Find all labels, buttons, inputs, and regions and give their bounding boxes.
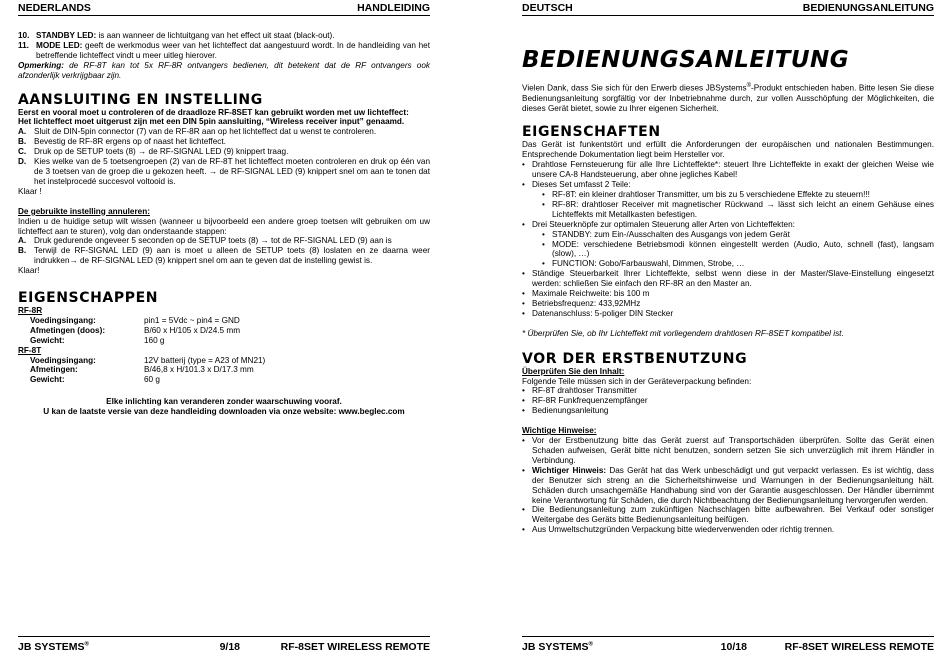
page-title: BEDIENUNGSANLEITUNG (522, 47, 850, 73)
notes-list (522, 436, 934, 535)
list-item: A. Druk gedurende ongeveer 5 seconden op de SETUP toets (8) → tot de RF-SIGNAL LED (9) aan is (18, 236, 392, 246)
list-item: 11. MODE LED: geeft de werkmodus weer van het lichteffect dat aangestuurd wordt. In de handleiding van het betreffende lichteffect vindt u meer uitleg hierover. (18, 40, 430, 60)
page-footer (522, 636, 934, 653)
list-item: • Maximale Reichweite: bis 100 m (522, 289, 934, 299)
list-item: • RF-8R: drahtloser Receiver mit magnetischer Rückwand → lässt sich leicht an einem Gehäuse eines Lichteffekts mit Metallkasten befestigen. (542, 200, 934, 220)
list-item: • RF-8R Funkfrequenzempfänger (522, 396, 934, 406)
list-item: • MODE: verschiedene Betriebsmodi können eingestellt werden (Audio, Auto, schnell (fast), langsam (slow), …) (542, 240, 934, 260)
list-item: • Ständige Steuerbarkeit Ihrer Lichteffekte, selbst wenn diese in der Master/Slave-Einstellung eingesetzt werden: schließen Sie einfach den RF-8R an den Master an. (522, 269, 934, 289)
page-body (18, 31, 430, 417)
install-intro: Het lichteffect moet uitgerust zijn met een DIN 5pin aansluiting, “Wireless receiver input” genaamd. (18, 117, 405, 127)
list-item: • RF-8T drahtloser Transmitter (522, 386, 934, 396)
section-heading-first-use: VOR DER ERSTBENUTZUNG (522, 350, 748, 367)
list-item: 10. STANDBY LED: is aan wanneer de lichtuitgang van het effect uit staat (black-out). (18, 31, 335, 40)
footer-product: RF-8SET WIRELESS REMOTE (784, 641, 934, 653)
section-heading-properties: EIGENSCHAPPEN (18, 290, 159, 307)
page-right (522, 0, 934, 654)
paragraph: Das Gerät ist funkentstört und erfüllt die Anforderungen der europäischen und nationalen Bestimmungen. Entsprechende Dokumentation liegt beim Hersteller vor. (522, 140, 934, 160)
subsection-title: De gebruikte instelling annuleren: (18, 206, 150, 216)
list-item: • Wichtiger Hinweis: Das Gerät hat das Werk unbeschädigt und gut verpackt verlassen. Es ist wichtig, dass der Benutzer sich streng an die Sicherheitshinweise und Warnungen in der Bedienungsanleitung hält. Schäden durch unsachgemäße Handhabung sind von der Garantie ausgeschlossen. Der Händler übernimmt keine Verantwortung für Schäden, die durch Nichtbeachtung der Bedienungsanleitung hervorgerufen werden. (522, 466, 934, 506)
install-intro: Eerst en vooral moet u controleren of de draadloze RF-8SET kan gebruikt worden met uw lichteffect: (18, 107, 409, 117)
spec-group-title: RF-8R (18, 306, 43, 316)
list-item: A. Sluit de DIN-5pin connector (7) van de RF-8R aan op het lichteffect dat u wenst te controleren. (18, 127, 377, 137)
footer-page-number: 9/18 (219, 641, 241, 653)
list-item: • Aus Umweltschutzgründen Verpackung bitte wiederverwenden oder richtig trennen. (522, 525, 934, 535)
list-item: • Dieses Set umfasst 2 Teile: • RF-8T: ein kleiner drahtloser Transmitter, um bis zu 5 verschiedene Effekte zu steuern!!! • RF-8R: drahtloser Receiver mit magnetischer Rückwand → lässt sich leicht an einem Gehäuse eines Lichteffekts mit Metallkasten befestigen. (522, 180, 934, 220)
list-item: • Datenanschluss: 5-poliger DIN Stecker (522, 309, 934, 319)
ready-text: Klaar ! (18, 186, 42, 196)
compatibility-note: * Überprüfen Sie, ob Ihr Lichteffekt mit vorliegendem drahtlosen RF-8SET kompatibel ist. (522, 328, 844, 338)
list-item: • Bedienungsanleitung (522, 406, 934, 416)
footer-product: RF-8SET WIRELESS REMOTE (280, 641, 430, 653)
spec-row: Gewicht: 160 g (30, 335, 165, 345)
footer-page-number: 10/18 (720, 641, 747, 653)
list-item: C. Druk op de SETUP toets (8) → de RF-SIGNAL LED (9) knippert traag. (18, 147, 289, 157)
page-footer (18, 636, 430, 653)
paragraph: Indien u de huidige setup wilt wissen (wanneer u bijvoorbeeld een andere groep toetsen wilt gebruiken om uw lichteffect aan te sturen), volg dan onderstaande stappen: (18, 216, 430, 236)
ready-text: Klaar! (18, 266, 40, 276)
header-title: HANDLEIDING (357, 2, 430, 14)
footer-brand: JB SYSTEMS® (522, 641, 593, 653)
header-language: DEUTSCH (522, 2, 573, 14)
list-item: D. Kies welke van de 5 toetsengroepen (2) van de RF-8T het lichteffect moeten controleren en druk op één van de 3 toetsen van de groep die u gekozen heeft. → de RF-SIGNAL LED (9) knippert snel om aan te tonen dat het instelprocedé succesvol voltooid is. (18, 157, 430, 186)
spec-row: Voedingsingang: 12V batterij (type = A23 of MN21) (30, 355, 266, 365)
paragraph: Folgende Teile müssen sich in der Geräteverpackung befinden: (522, 376, 752, 386)
section-heading-features: EIGENSCHAFTEN (522, 124, 661, 141)
spec-row: Afmetingen: B/46,8 x H/101.3 x D/17.3 mm (30, 365, 254, 375)
footer-brand: JB SYSTEMS® (18, 641, 89, 653)
spec-row: Afmetingen (doos): B/60 x H/105 x D/24.5 mm (30, 325, 241, 335)
list-item: • FUNCTION: Gobo/Farbauswahl, Dimmen, Strobe, … (542, 259, 934, 269)
spec-row: Voedingsingang: pin1 = 5Vdc ~ pin4 = GND (30, 315, 240, 325)
note: Opmerking: de RF-8T kan tot 5x RF-8R ontvangers bedienen, dit betekent dat de RF ontvangers ook afzonderlijk verkrijgbaar zijn. (18, 60, 430, 80)
page-header (522, 0, 934, 16)
list-item: • Betriebsfrequenz: 433,92MHz (522, 299, 934, 309)
list-item: • Drahtlose Fernsteuerung für alle Ihre Lichteffekte*: steuert Ihre Lichteffekte in exakt der gleichen Weise wie unsere CA-8 Handsteuerung, aber ohne jegliches Kabel! (522, 160, 934, 180)
header-title: BEDIENUNGSANLEITUNG (802, 2, 934, 14)
list-item: • STANDBY: zum Ein-/Ausschalten des Ausgangs von jedem Gerät (542, 230, 934, 240)
intro-paragraph: Vielen Dank, dass Sie sich für den Erwerb dieses JBSystems®-Produkt entschieden haben. Bitte lesen Sie diese Bedienungsanleitung sorgfältig vor der Inbetriebnahme durch, zur vollen Ausschöpfung der Möglichkeiten, die dieses Gerät bietet, sowie zu Ihrer eigenen Sicherheit. (522, 83, 934, 113)
list-item: • Die Bedienungsanleitung zum zukünftigen Nachschlagen bitte aufbewahren. Bei Verkauf oder sonstiger Weitergabe des Geräts bitte Bedienungsanleitung beifügen. (522, 505, 934, 525)
list-item: B. Terwijl de RF-SIGNAL LED (9) aan is moet u alleen de SETUP toets (8) loslaten en ze daarna weer indrukken→ de RF-SIGNAL LED (9) knippert snel om aan te geven dat de instelling gewist is. (18, 246, 430, 266)
spec-row: Gewicht: 60 g (30, 375, 160, 385)
list-item: • RF-8T: ein kleiner drahtloser Transmitter, um bis zu 5 verschiedene Effekte zu steuern!!! (542, 190, 934, 200)
contents-list (522, 386, 934, 416)
list-item: • Drei Steuerknöpfe zur optimalen Steuerung aller Arten von Lichteffekten: • STANDBY: zum Ein-/Ausschalten des Ausgangs von jedem Gerät • MODE: verschiedene Betriebsmodi können eingestellt werden (Audio, Auto, schnell (fast), langsam (slow), …) • FUNCTION: Gobo/Farbauswahl, Dimmen, Strobe, … (522, 220, 934, 270)
spec-group-title: RF-8T (18, 345, 42, 355)
page-body (522, 32, 934, 535)
section-heading-installation: AANSLUITING EN INSTELLING (18, 91, 263, 108)
list-item: • Vor der Erstbenutzung bitte das Gerät zuerst auf Transportschäden überprüfen. Sollte das Gerät einen Schaden aufweisen, Gerät bitte nicht benutzen, sondern setzen Sie sich unverzüglich mit ihrem Händler in Verbindung. (522, 436, 934, 466)
page-header (18, 0, 430, 16)
list-item: B. Bevestig de RF-8R ergens op of naast het lichteffect. (18, 137, 226, 147)
subsection-title: Überprüfen Sie den Inhalt: (522, 366, 625, 376)
header-language: NEDERLANDS (18, 2, 91, 14)
disclaimer: Elke inlichting kan veranderen zonder waarschuwing vooraf. (106, 397, 342, 407)
disclaimer: U kan de laatste versie van deze handleiding downloaden via onze website: www.beglec.com (43, 407, 405, 417)
feature-list (522, 160, 934, 319)
page-left (18, 0, 430, 654)
subsection-title: Wichtige Hinweise: (522, 426, 597, 436)
